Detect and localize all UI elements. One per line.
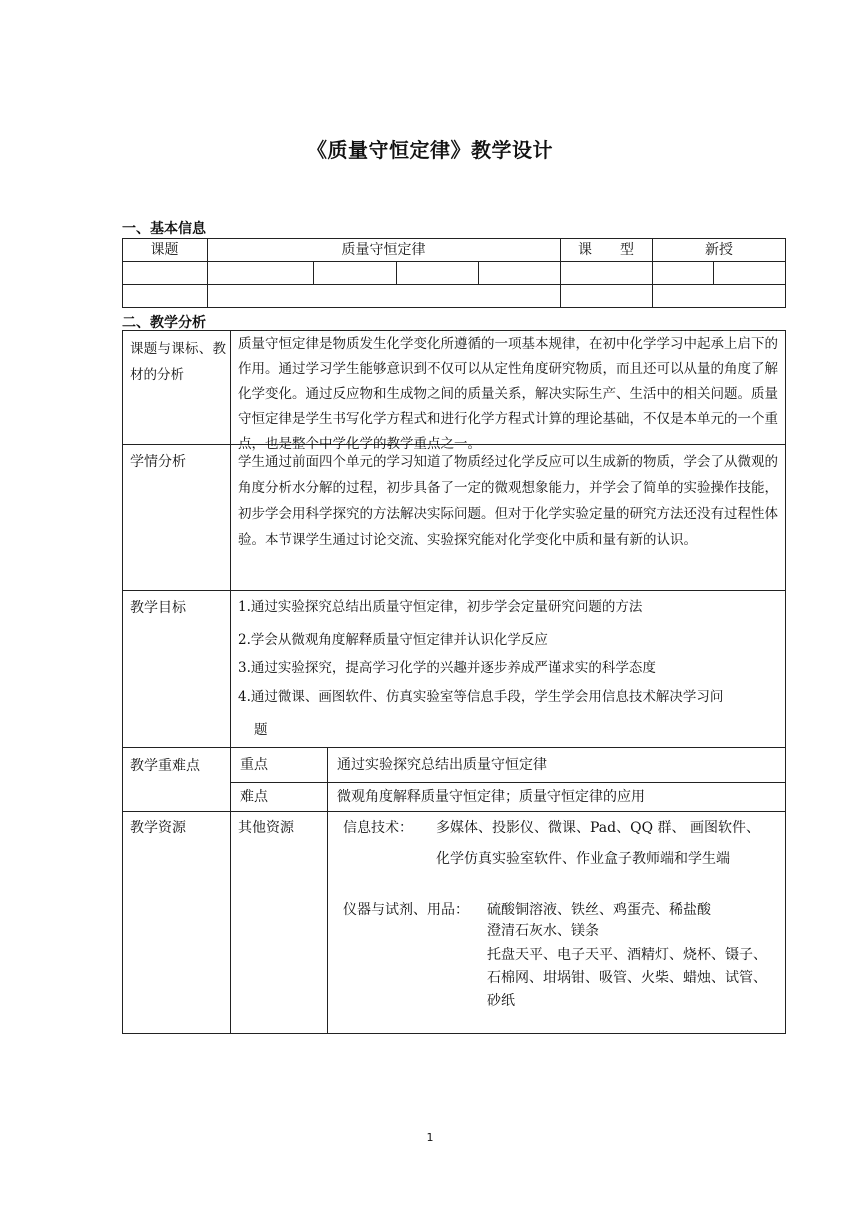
equipment-line: 砂纸	[487, 993, 515, 1009]
goal-item: 2.学会从微观角度解释质量守恒定律并认识化学反应	[238, 632, 548, 648]
it-resources-line: 化学仿真实验室软件、作业盒子教师端和学生端	[436, 851, 730, 867]
goal-item: 3.通过实验探究，提高学习化学的兴趣并逐步养成严谨求实的科学态度	[238, 660, 656, 676]
resources-label: 教学资源	[130, 820, 186, 836]
page-number: 1	[426, 1131, 434, 1144]
key-point-text: 通过实验探究总结出质量守恒定律	[337, 757, 547, 773]
equipment-label: 仪器与试剂、用品：	[343, 902, 469, 918]
equipment-line: 石棉网、坩埚钳、吸管、火柴、蜡烛、试管、	[487, 970, 767, 986]
equipment-line: 硫酸铜溶液、铁丝、鸡蛋壳、稀盐酸	[487, 902, 711, 918]
course-type-label: 课 型	[578, 242, 634, 258]
difficult-point-text: 微观角度解释质量守恒定律；质量守恒定律的应用	[337, 789, 645, 805]
it-resources-line: 多媒体、投影仪、微课、Pad、QQ 群、 画图软件、	[436, 820, 760, 836]
course-type-value: 新授	[705, 242, 733, 258]
analysis-text: 质量守恒定律是物质发生化学变化所遵循的一项基本规律，在初中化学学习中起承上启下的作用。通过学习学生能够意识到不仅可以从定性角度研究物质，而且还可以从量的角度了解化学变化。通过反应物和生成物之间的质量关系，解决实际生产、生活中的相关问题。质量守恒定律是学生书写化学方程式和进行化学方程式计算的理论基础，不仅是本单元的一个重点，也是整个中学化学的教学重点之一。	[238, 336, 778, 452]
section-heading-analysis: 二、教学分析	[122, 315, 206, 331]
topic-label: 课题	[150, 242, 179, 258]
document-title: 《质量守恒定律》教学设计	[307, 138, 553, 162]
goals-label: 教学目标	[130, 600, 186, 616]
goal-item: 4.通过微课、画图软件、仿真实验室等信息手段，学生学会用信息技术解决学习问	[238, 689, 724, 705]
key-point-label: 重点	[240, 757, 268, 773]
difficult-point-label: 难点	[240, 789, 268, 805]
section-heading-basic-info: 一、基本信息	[122, 221, 206, 237]
goal-item: 题	[254, 722, 268, 738]
topic-value: 质量守恒定律	[341, 242, 426, 258]
student-analysis-label: 学情分析	[130, 454, 186, 470]
equipment-line: 澄清石灰水、镁条	[487, 923, 599, 939]
it-label: 信息技术：	[343, 820, 413, 836]
goal-item: 1.通过实验探究总结出质量守恒定律，初步学会定量研究问题的方法	[238, 599, 643, 615]
student-analysis-text: 学生通过前面四个单元的学习知道了物质经过化学反应可以生成新的物质，学会了从微观的角度分析水分解的过程，初步具备了一定的微观想象能力，并学会了简单的实验操作技能，初步学会用科学探究的方法解决实际问题。但对于化学实验定量的研究方法还没有过程性体验。本节课学生通过讨论交流、实验探究能对化学变化中质和量有新的认识。	[238, 454, 778, 548]
other-resources-label: 其他资源	[238, 820, 294, 836]
equipment-line: 托盘天平、电子天平、酒精灯、烧杯、镊子、	[487, 947, 767, 963]
keypoints-label: 教学重难点	[130, 758, 200, 774]
analysis-label: 课题与课标、教材的分析	[130, 341, 226, 383]
